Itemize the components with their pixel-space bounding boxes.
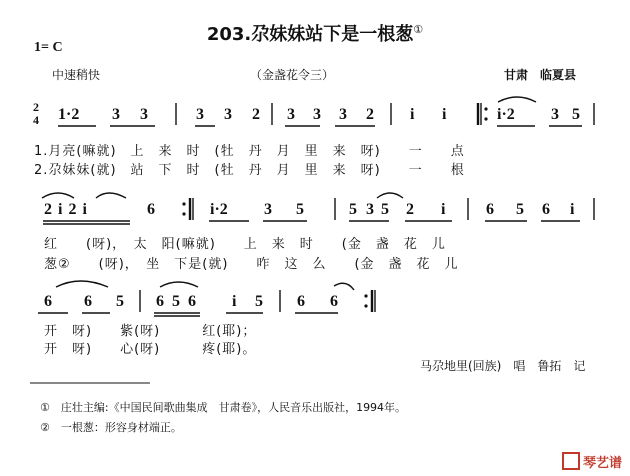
lyric-row2-verse2: 葱② (呀)， 坐 下是(就) 咋 这 么 (金 盏 花 儿 xyxy=(44,257,459,272)
lyric-row2-verse1: 红 (呀)， 太 阳(嘛就) 上 来 时 (金 盏 花 儿 xyxy=(44,237,446,252)
note-row2-14: i xyxy=(570,201,575,218)
credit-line: 马尕地里(回族) 唱 鲁拓 记 xyxy=(420,359,586,373)
note-row2-1: 2i2i xyxy=(44,201,93,218)
note-row2-5: 5 xyxy=(296,201,304,218)
time-signature-top: 2 xyxy=(33,100,39,114)
lyric-row3-verse2: 开 呀) 心(呀) 疼(耶)。 xyxy=(44,342,257,357)
note-row3-10: 6 xyxy=(330,293,338,310)
note-row1-3: 3 xyxy=(140,106,148,123)
lyric-row1-verse1: 1.月亮(嘛就) 上 来 时 (牡 丹 月 里 来 呀) 一 点 xyxy=(34,144,465,159)
note-row1-4: 3 xyxy=(196,106,204,123)
note-row2-6: 5 xyxy=(349,201,357,218)
tune-name: （金盏花令三） xyxy=(250,68,335,82)
lyric-row3-verse1: 开 呀) 紫(呀) 红(耶)； xyxy=(44,324,257,339)
note-row3-4: 6 xyxy=(156,293,164,310)
note-row1-8: 3 xyxy=(313,106,321,123)
lyric-row1-verse2: 2.尕妹妹(就) 站 下 时 (牡 丹 月 里 来 呀) 一 根 xyxy=(34,163,465,178)
note-row3-5: 5 xyxy=(172,293,180,310)
note-row2-7: 3 xyxy=(366,201,374,218)
note-row1-13: i·2 xyxy=(497,106,515,123)
song-title: 203.尕妹妹站下是一根葱① xyxy=(206,23,424,45)
note-row2-9: 2 xyxy=(406,201,414,218)
region-label: 甘肃 临夏县 xyxy=(504,68,577,82)
note-row2-10: i xyxy=(441,201,446,218)
note-row2-13: 6 xyxy=(542,201,550,218)
note-row1-5: 3 xyxy=(224,106,232,123)
note-row2-8: 5 xyxy=(381,201,389,218)
note-row1-15: 5 xyxy=(572,106,580,123)
note-row3-6: 6 xyxy=(188,293,196,310)
note-row2-2: 6 xyxy=(147,201,155,218)
note-row3-3: 5 xyxy=(116,293,124,310)
key-signature: 1= C xyxy=(34,40,63,55)
note-row1-1: 1·2 xyxy=(58,106,80,123)
note-row1-2: 3 xyxy=(112,106,120,123)
note-row3-1: 6 xyxy=(44,293,52,310)
time-signature-bottom: 4 xyxy=(33,113,39,127)
note-row3-7: i xyxy=(232,293,237,310)
note-row2-11: 6 xyxy=(486,201,494,218)
note-row1-9: 3 xyxy=(339,106,347,123)
note-row3-9: 6 xyxy=(297,293,305,310)
footnote-1: ① 庄壮主编:《中国民间歌曲集成 甘肃卷》，人民音乐出版社，1994年。 xyxy=(40,401,407,414)
note-row1-12: i xyxy=(442,106,447,123)
note-row1-7: 3 xyxy=(287,106,295,123)
note-row2-12: 5 xyxy=(516,201,524,218)
note-row1-14: 3 xyxy=(551,106,559,123)
note-row3-8: 5 xyxy=(255,293,263,310)
note-row2-3: i·2 xyxy=(210,201,228,218)
watermark-icon xyxy=(562,452,580,470)
tempo-marking: 中速稍快 xyxy=(52,68,101,82)
note-row2-4: 3 xyxy=(264,201,272,218)
note-row1-6: 2 xyxy=(252,106,260,123)
watermark-logo: 琴艺谱 xyxy=(562,452,622,470)
footnote-2: ② 一根葱：形容身材端正。 xyxy=(40,421,182,434)
note-row3-2: 6 xyxy=(84,293,92,310)
note-row1-10: 2 xyxy=(366,106,374,123)
note-row1-11: i xyxy=(410,106,415,123)
